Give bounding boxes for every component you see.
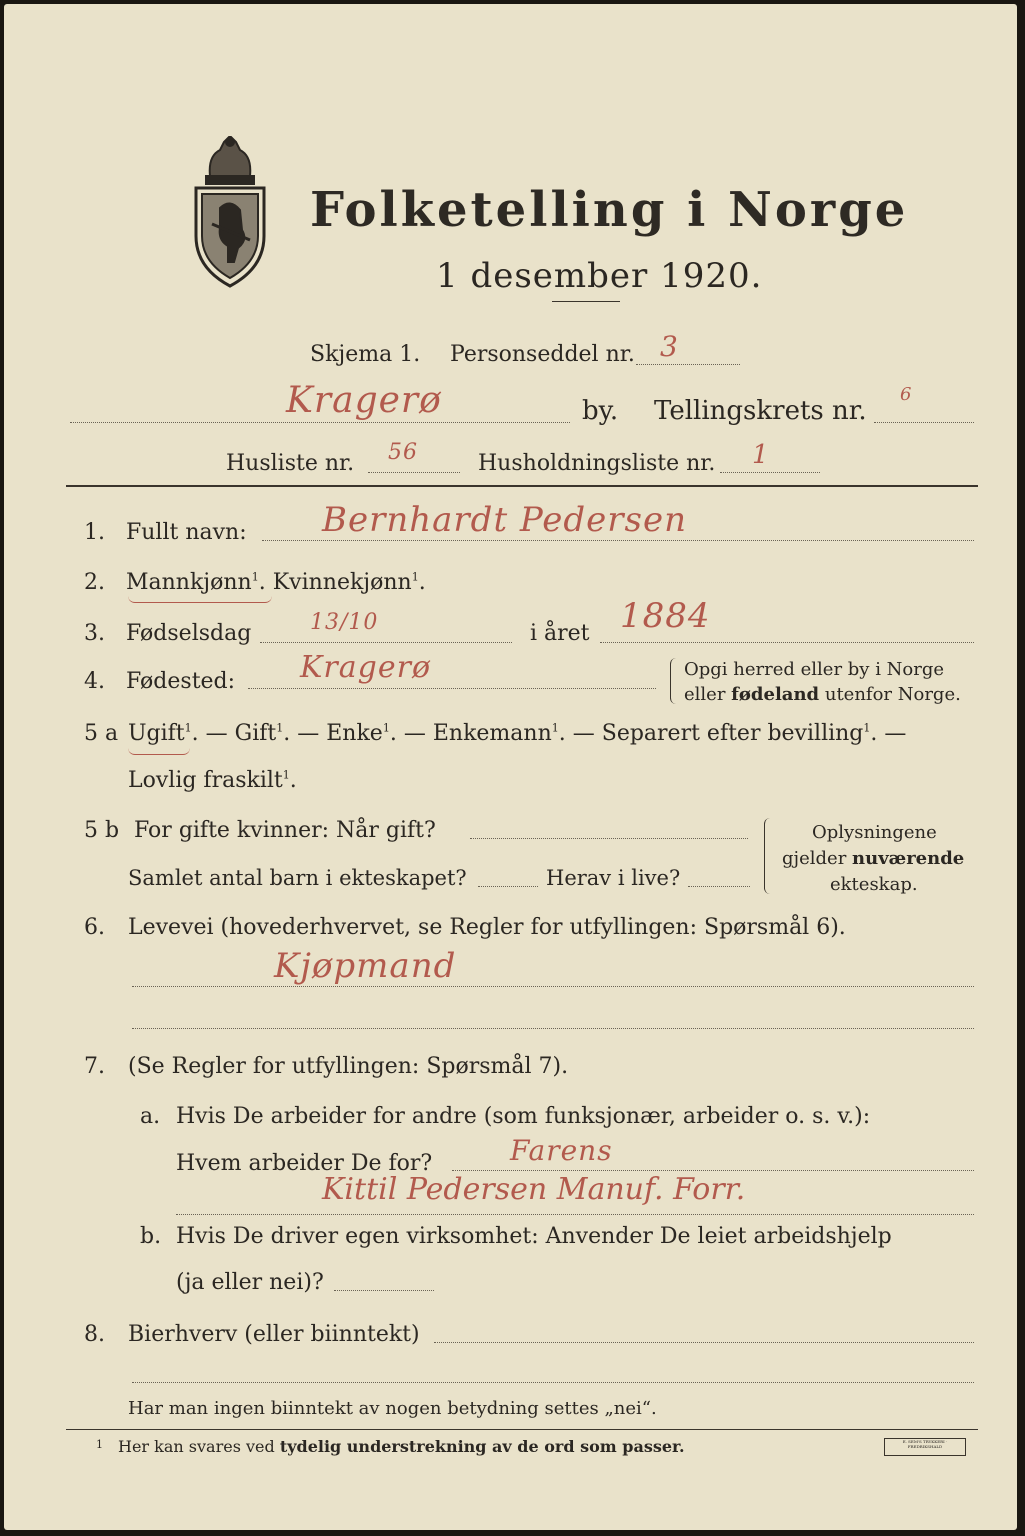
- q8-label: Bierhverv (eller biinntekt): [128, 1322, 420, 1347]
- q7a-letter: a.: [140, 1104, 161, 1129]
- q5a-underline-mark: [128, 748, 190, 755]
- footnote-text: Her kan svares ved tydelig understrekning av de ord som passer.: [118, 1437, 685, 1456]
- city-value: Kragerø: [286, 380, 442, 421]
- footer-note: Har man ingen biinntekt av nogen betydning settes „nei“.: [128, 1398, 657, 1419]
- footnote-number: 1: [96, 1438, 103, 1451]
- census-date: 1 desember 1920.: [436, 256, 763, 296]
- q5b-line3: [688, 886, 750, 887]
- q7b-text: Hvis De driver egen virksomhet: Anvender De leiet arbeidshjelp: [176, 1224, 892, 1249]
- q5b-brace: [764, 818, 771, 894]
- q7a-value2: Kittil Pedersen Manuf. Forr.: [322, 1172, 746, 1207]
- q5b-label1: For gifte kvinner: Når gift?: [134, 818, 436, 843]
- q1-label: Fullt navn:: [126, 520, 247, 545]
- form-title: Folketelling i Norge: [310, 182, 909, 238]
- q8-number: 8.: [84, 1322, 105, 1347]
- q4-brace: [670, 658, 677, 704]
- by-label: by.: [582, 396, 619, 426]
- q7a-line1: [452, 1170, 974, 1171]
- skjema-label: Skjema 1.: [310, 342, 421, 367]
- census-form: [4, 4, 1017, 1530]
- q6-number: 6.: [84, 915, 105, 940]
- q5b-number: 5 b: [84, 818, 120, 843]
- personseddel-label: Personseddel nr.: [450, 342, 635, 367]
- personseddel-line: [636, 364, 740, 365]
- q3-number: 3.: [84, 621, 105, 646]
- q4-value: Kragerø: [300, 650, 431, 685]
- q4-label: Fødested:: [126, 669, 236, 694]
- husholdning-label: Husholdningsliste nr.: [478, 451, 716, 476]
- q8-line1: [434, 1342, 974, 1343]
- q4-note-line2: eller fødeland utenfor Norge.: [684, 684, 961, 705]
- title-underline: [552, 301, 620, 302]
- q5b-label2: Samlet antal barn i ekteskapet?: [128, 866, 467, 890]
- q7b-line: [334, 1290, 434, 1291]
- q4-line: [248, 688, 656, 689]
- husholdning-value: 1: [752, 440, 770, 470]
- q5b-note3: ekteskap.: [830, 874, 918, 895]
- q5a-number: 5 a: [84, 721, 119, 746]
- q2-number: 2.: [84, 570, 105, 595]
- city-line: [70, 422, 570, 423]
- q1-number: 1.: [84, 520, 105, 545]
- husliste-label: Husliste nr.: [226, 451, 355, 476]
- q7a-question: Hvem arbeider De for?: [176, 1151, 433, 1176]
- q3-line: [260, 642, 512, 643]
- q7a-line2: [176, 1214, 974, 1215]
- coat-of-arms-icon: [188, 136, 272, 288]
- q5a-options: Ugift$^1$. — Gift$^1$. — Enke$^1$. — Enkemann$^1$. — Separert efter bevilling$^1$. —: [128, 721, 907, 746]
- q7b-question: (ja eller nei)?: [176, 1270, 324, 1295]
- q3-label: Fødselsdag: [126, 621, 252, 646]
- tellingskrets-value: 6: [900, 384, 913, 405]
- q1-line: [262, 540, 974, 541]
- q7-number: 7.: [84, 1054, 105, 1079]
- q2-male: Mannkjønn: [126, 570, 252, 595]
- q2-options: Mannkjønn$^1$. Kvinnekjønn$^1$.: [126, 570, 426, 595]
- footer-rule: [66, 1429, 978, 1430]
- q8-line2: [132, 1382, 974, 1383]
- printer-stamp: E. SEM'S TRYKKERI · FREDRIKSHALD: [884, 1438, 966, 1456]
- q5b-line1: [470, 838, 748, 839]
- header-rule: [66, 485, 978, 487]
- q7a-text: Hvis De arbeider for andre (som funksjonær, arbeider o. s. v.):: [176, 1104, 871, 1129]
- q5b-note1: Oplysningene: [812, 822, 937, 843]
- q5a-lovlig: Lovlig fraskilt$^1$.: [128, 768, 297, 793]
- q6-line2: [132, 1028, 974, 1029]
- q5b-line2: [478, 886, 538, 887]
- q2-underline-mark: [128, 596, 272, 603]
- personseddel-value: 3: [660, 330, 679, 363]
- q6-value: Kjøpmand: [274, 946, 457, 986]
- q2-female: Kvinnekjønn: [272, 570, 412, 595]
- q7a-value1: Farens: [510, 1134, 613, 1167]
- q3-value: 13/10: [310, 610, 379, 635]
- tellingskrets-line: [874, 422, 974, 423]
- q1-value: Bernhardt Pedersen: [322, 500, 687, 540]
- q3-year-label: i året: [530, 621, 590, 646]
- q4-note-line1: Opgi herred eller by i Norge: [684, 659, 945, 680]
- q5b-note2: gjelder nuværende: [782, 848, 965, 869]
- husholdning-line: [720, 472, 820, 473]
- q7b-letter: b.: [140, 1224, 162, 1249]
- q6-line1: [132, 986, 974, 987]
- q7-label: (Se Regler for utfyllingen: Spørsmål 7).: [128, 1054, 569, 1079]
- q6-label: Levevei (hovederhvervet, se Regler for utfyllingen: Spørsmål 6).: [128, 915, 846, 940]
- tellingskrets-label: Tellingskrets nr.: [654, 396, 867, 426]
- husliste-value: 56: [388, 440, 418, 465]
- q4-number: 4.: [84, 669, 105, 694]
- husliste-line: [368, 472, 460, 473]
- q5b-label3: Herav i live?: [546, 866, 681, 890]
- q3-year-value: 1884: [620, 596, 711, 636]
- q3-year-line: [600, 642, 974, 643]
